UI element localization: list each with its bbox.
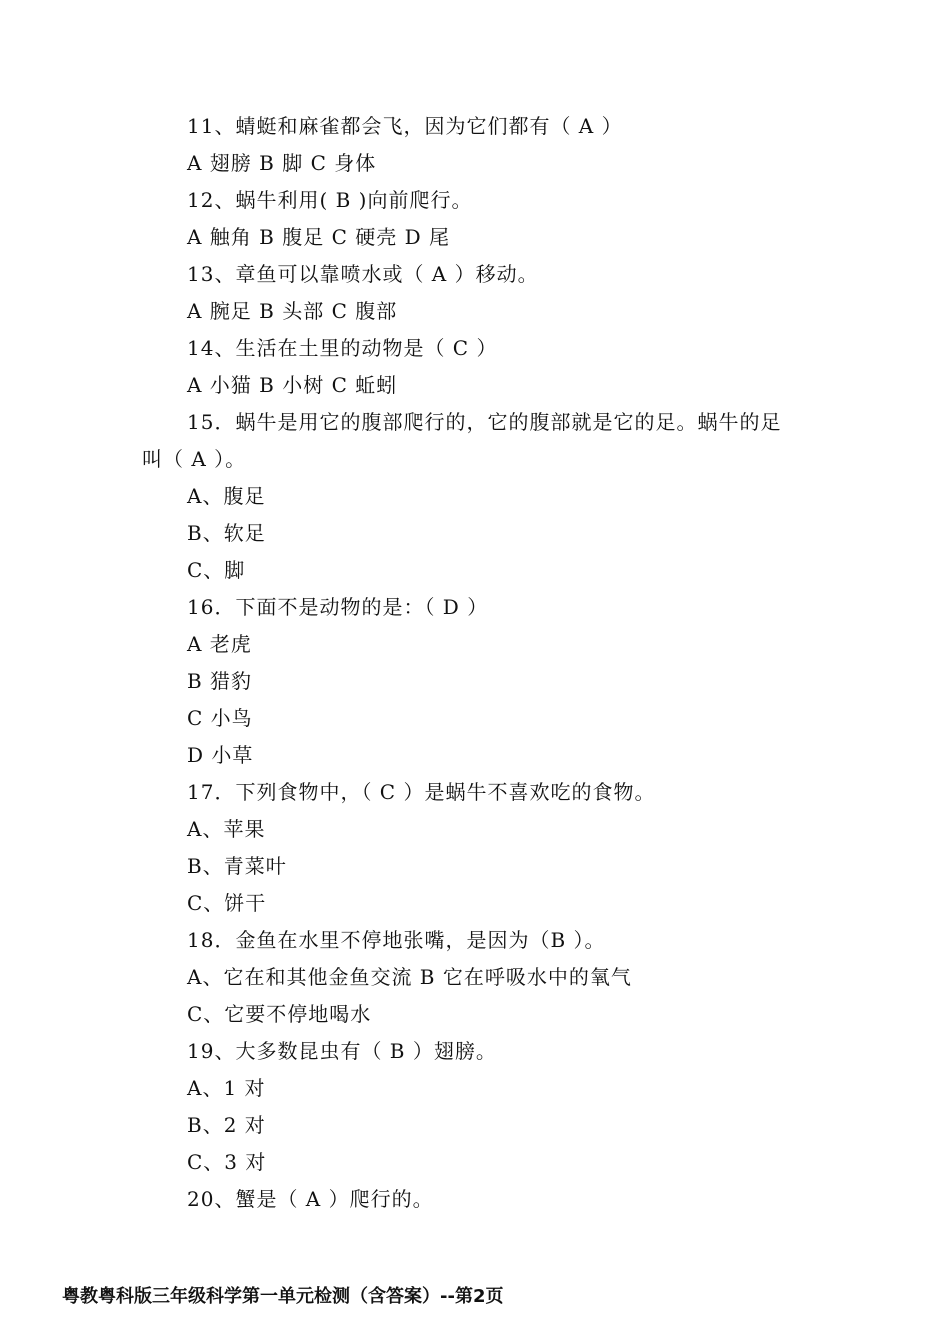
question-15-option-b: B、软足: [187, 521, 266, 545]
question-19-option-a: A、1 对: [187, 1076, 266, 1100]
question-13: 13、章鱼可以靠喷水或（ A ）移动。: [187, 262, 539, 286]
question-15-continued: 叫（ A ）。: [142, 447, 247, 471]
question-11-options: A 翅膀 B 脚 C 身体: [187, 151, 377, 175]
question-15-option-a: A、腹足: [187, 484, 266, 508]
question-18-options-ab: A、它在和其他金鱼交流 B 它在呼吸水中的氧气: [187, 965, 632, 989]
question-19: 19、大多数昆虫有（ B ）翅膀。: [187, 1039, 497, 1063]
question-20: 20、蟹是（ A ）爬行的。: [187, 1187, 434, 1211]
question-19-option-c: C、3 对: [187, 1150, 267, 1174]
question-12: 12、蜗牛利用( B )向前爬行。: [187, 188, 473, 212]
question-18-option-c: C、它要不停地喝水: [187, 1002, 372, 1026]
question-17-option-c: C、饼干: [187, 891, 267, 915]
question-17-option-b: B、青菜叶: [187, 854, 287, 878]
question-15: 15．蜗牛是用它的腹部爬行的，它的腹部就是它的足。蜗牛的足: [187, 410, 782, 434]
question-16-option-b: B 猎豹: [187, 669, 253, 693]
question-16: 16．下面不是动物的是：（ D ）: [187, 595, 489, 619]
question-14: 14、生活在土里的动物是（ C ）: [187, 336, 498, 360]
question-19-option-b: B、2 对: [187, 1113, 266, 1137]
question-17: 17．下列食物中，（ C ）是蜗牛不喜欢吃的食物。: [187, 780, 656, 804]
question-18: 18．金鱼在水里不停地张嘴，是因为（B ）。: [187, 928, 606, 952]
question-16-option-d: D 小草: [187, 743, 254, 767]
question-15-option-c: C、脚: [187, 558, 246, 582]
question-17-option-a: A、苹果: [187, 817, 266, 841]
question-14-options: A 小猫 B 小树 C 蚯蚓: [187, 373, 398, 397]
question-16-option-a: A 老虎: [187, 632, 252, 656]
question-13-options: A 腕足 B 头部 C 腹部: [187, 299, 398, 323]
question-11: 11、蜻蜓和麻雀都会飞，因为它们都有（ A ）: [187, 114, 623, 138]
page-footer: 粤教粤科版三年级科学第一单元检测（含答案）--第2页: [62, 1286, 504, 1307]
question-12-options: A 触角 B 腹足 C 硬壳 D 尾: [187, 225, 450, 249]
question-16-option-c: C 小鸟: [187, 706, 253, 730]
